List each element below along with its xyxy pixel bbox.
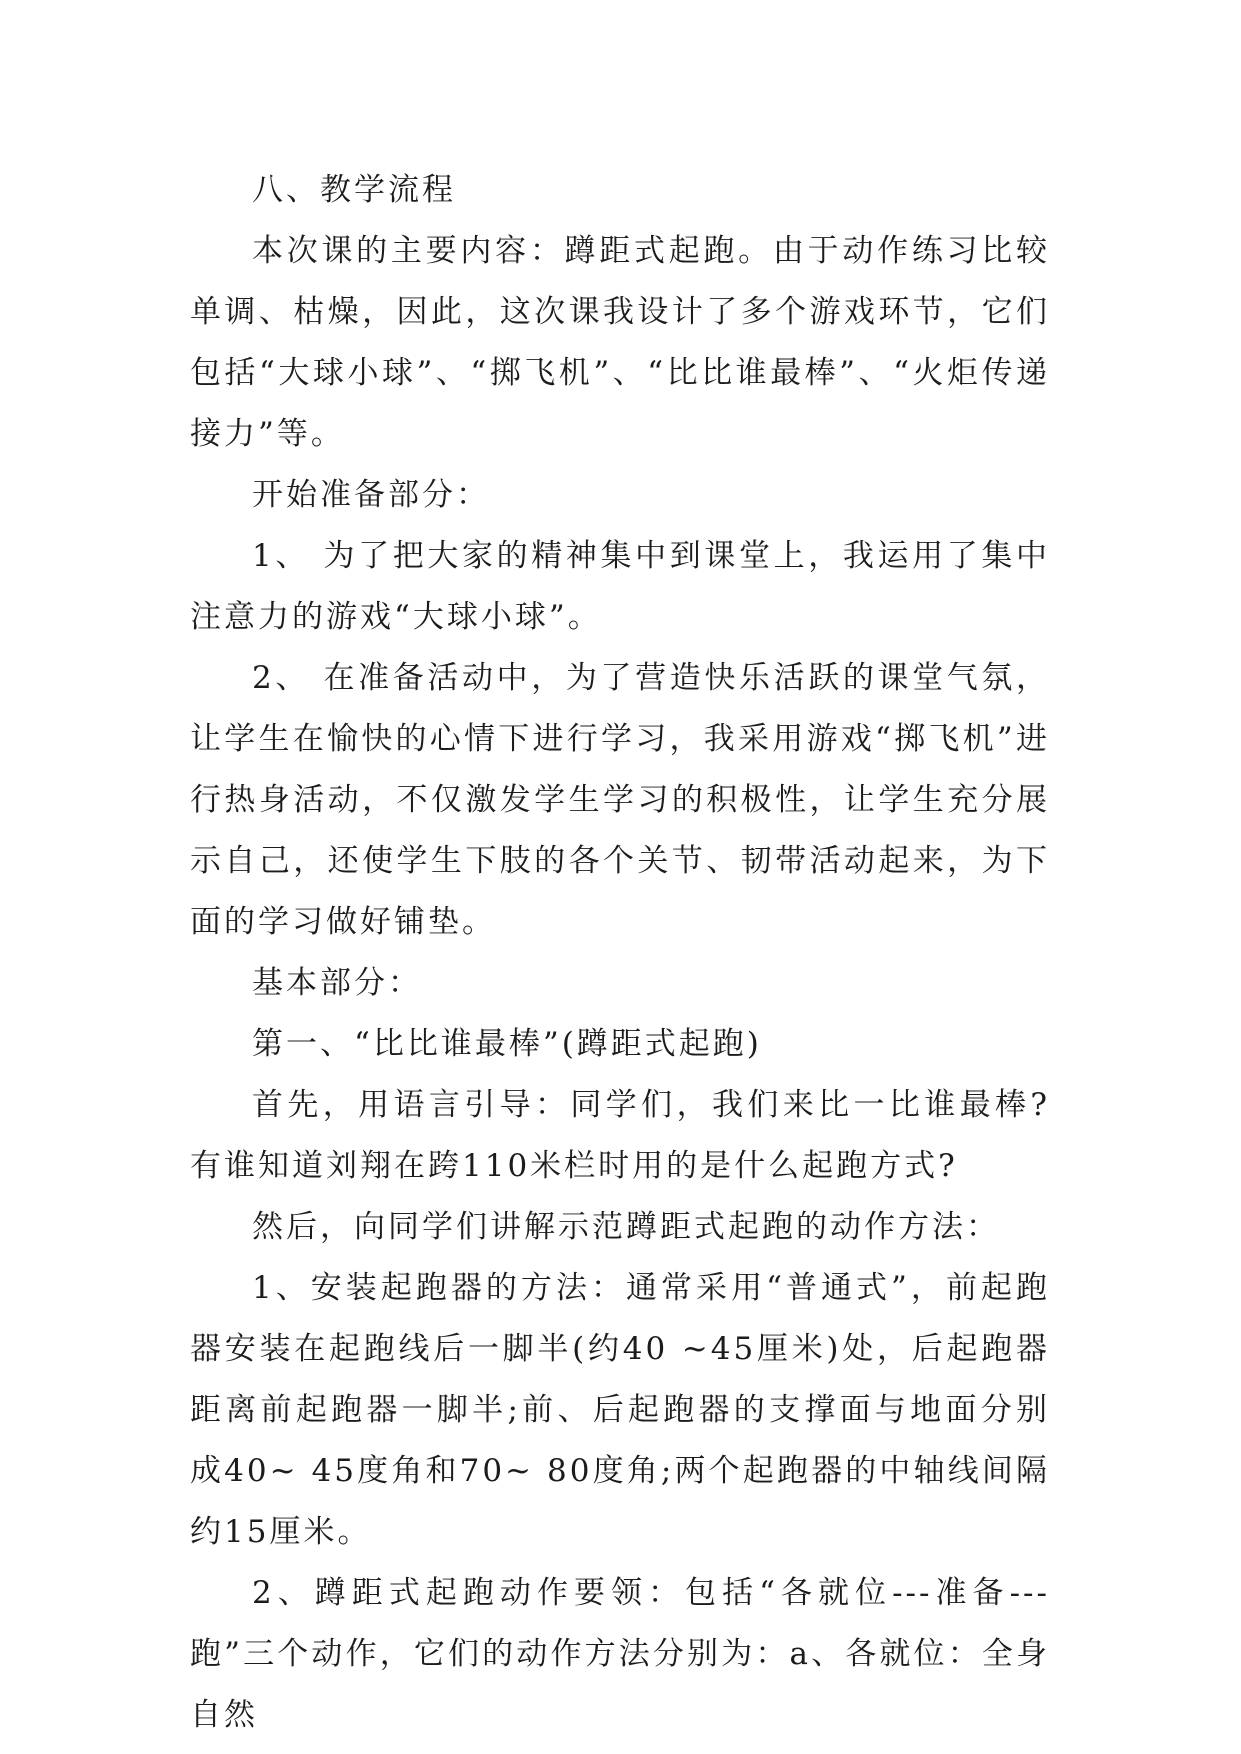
paragraph: 然后，向同学们讲解示范蹲距式起跑的动作方法： (252, 1209, 1000, 1245)
paragraph: 1、 为了把大家的精神集中到课堂上，我运用了集中注意力的游戏“大球小球”。 (190, 538, 1050, 635)
paragraph: 第一、“比比谁最棒”(蹲距式起跑) (252, 1026, 762, 1062)
subsection-heading: 开始准备部分： (252, 477, 490, 513)
paragraph: 2、蹲距式起跑动作要领：包括“各就位---准备---跑”三个动作，它们的动作方法分别为：a、各就位：全身自然 (190, 1575, 1050, 1733)
paragraph: 首先，用语言引导：同学们，我们来比一比谁最棒?有谁知道刘翔在跨110米栏时用的是什么起跑方式? (190, 1087, 1050, 1184)
subsection-heading: 基本部分： (252, 965, 422, 1001)
paragraph: 本次课的主要内容：蹲距式起跑。由于动作练习比较单调、枯燥，因此，这次课我设计了多个游戏环节，它们包括“大球小球”、“掷飞机”、“比比谁最棒”、“火炬传递接力”等。 (190, 233, 1050, 452)
section-heading: 八、教学流程 (252, 172, 456, 208)
paragraph: 1、安装起跑器的方法：通常采用“普通式”，前起跑器安装在起跑线后一脚半(约40 ~45厘米)处，后起跑器距离前起跑器一脚半;前、后起跑器的支撑面与地面分别成40~ 45度角和70~ 80度角;两个起跑器的中轴线间隔约15厘米。 (190, 1270, 1050, 1550)
paragraph: 2、 在准备活动中，为了营造快乐活跃的课堂气氛，让学生在愉快的心情下进行学习，我采用游戏“掷飞机”进行热身活动，不仅激发学生学习的积极性，让学生充分展示自己，还使学生下肢的各个关节、韧带活动起来，为下面的学习做好铺垫。 (190, 660, 1050, 940)
document-body (190, 160, 1050, 1746)
